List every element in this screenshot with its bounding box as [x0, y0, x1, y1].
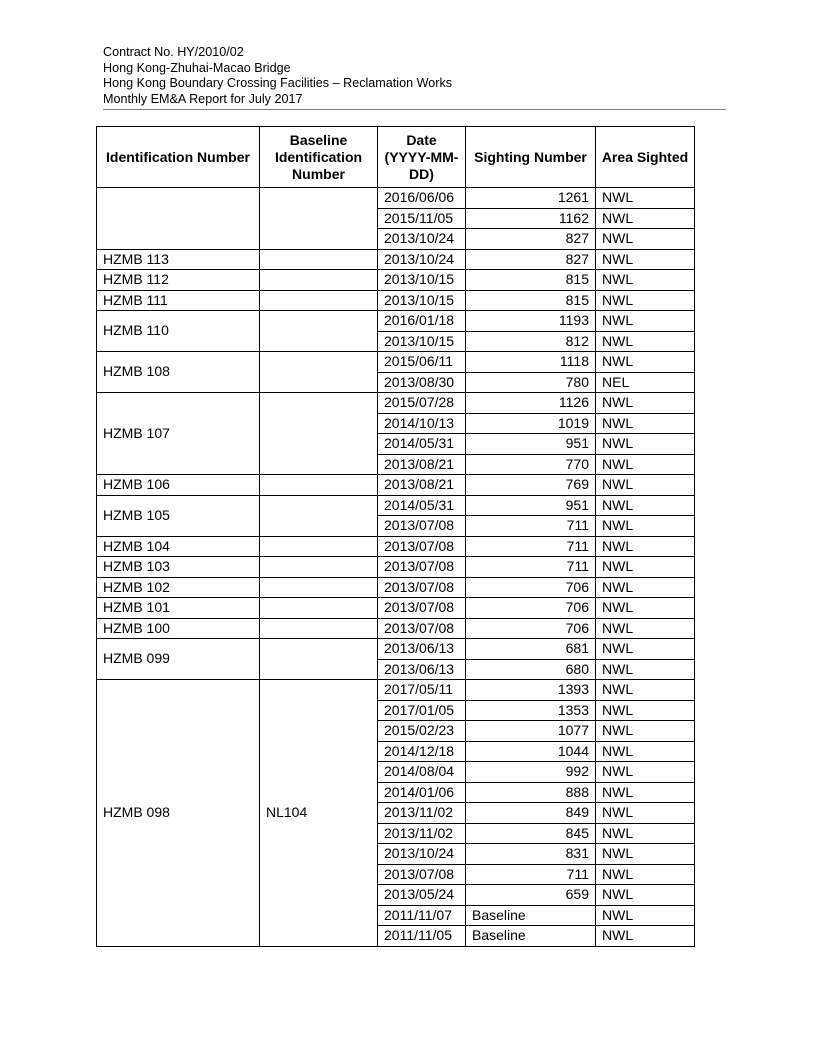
sighting-number-cell: 711	[466, 536, 596, 557]
table-row	[97, 352, 695, 373]
sighting-number-cell: 680	[466, 659, 596, 680]
baseline-id-cell	[260, 495, 378, 536]
sighting-number-cell: 827	[466, 229, 596, 250]
date-cell: 2013/08/30	[378, 372, 466, 393]
date-cell: 2013/10/24	[378, 249, 466, 270]
col-header-baseline: Baseline Identification Number	[260, 127, 378, 188]
area-sighted-cell: NWL	[596, 311, 695, 332]
date-cell: 2014/01/06	[378, 782, 466, 803]
identification-number-cell: HZMB 102	[97, 577, 260, 598]
baseline-id-cell	[260, 270, 378, 291]
date-cell: 2013/07/08	[378, 577, 466, 598]
area-sighted-cell: NWL	[596, 557, 695, 578]
contract-number: Contract No. HY/2010/02	[103, 45, 244, 59]
sighting-number-cell: 812	[466, 331, 596, 352]
date-cell: 2011/11/07	[378, 905, 466, 926]
date-cell: 2013/06/13	[378, 659, 466, 680]
project-name: Hong Kong-Zhuhai-Macao Bridge	[103, 60, 291, 75]
date-cell: 2015/07/28	[378, 393, 466, 414]
identification-number-cell: HZMB 111	[97, 290, 260, 311]
table-row	[97, 475, 695, 496]
date-cell: 2017/01/05	[378, 700, 466, 721]
sighting-number-cell: 849	[466, 803, 596, 824]
area-sighted-cell: NWL	[596, 905, 695, 926]
sighting-number-cell: 1193	[466, 311, 596, 332]
sighting-number-cell: 706	[466, 577, 596, 598]
sighting-number-cell: 780	[466, 372, 596, 393]
table-row	[97, 680, 695, 701]
area-sighted-cell: NWL	[596, 864, 695, 885]
area-sighted-cell: NWL	[596, 618, 695, 639]
baseline-id-cell	[260, 598, 378, 619]
date-cell: 2013/05/24	[378, 885, 466, 906]
identification-number-cell	[97, 188, 260, 250]
sighting-number-cell: Baseline	[466, 926, 596, 947]
table-row	[97, 188, 695, 209]
table-header-row	[97, 127, 695, 188]
sighting-number-cell: 845	[466, 823, 596, 844]
baseline-id-cell	[260, 536, 378, 557]
sighting-number-cell: 1162	[466, 208, 596, 229]
identification-number-cell: HZMB 104	[97, 536, 260, 557]
date-cell: 2013/08/21	[378, 475, 466, 496]
area-sighted-cell: NWL	[596, 926, 695, 947]
area-sighted-cell: NWL	[596, 454, 695, 475]
date-cell: 2014/08/04	[378, 762, 466, 783]
sighting-number-cell: 1261	[466, 188, 596, 209]
identification-number-cell: HZMB 107	[97, 393, 260, 475]
date-cell: 2013/10/24	[378, 844, 466, 865]
date-cell: 2017/05/11	[378, 680, 466, 701]
sighting-number-cell: 827	[466, 249, 596, 270]
date-cell: 2014/05/31	[378, 434, 466, 455]
sighting-number-cell: 888	[466, 782, 596, 803]
works-name: Hong Kong Boundary Crossing Facilities – Reclamation Works	[103, 76, 453, 90]
col-header-id: Identification Number	[97, 127, 260, 188]
identification-number-cell: HZMB 100	[97, 618, 260, 639]
area-sighted-cell: NWL	[596, 495, 695, 516]
sighting-number-cell: 769	[466, 475, 596, 496]
date-cell: 2013/07/08	[378, 598, 466, 619]
baseline-id-cell	[260, 311, 378, 352]
date-cell: 2013/07/08	[378, 618, 466, 639]
table-row	[97, 311, 695, 332]
sighting-number-cell: 770	[466, 454, 596, 475]
area-sighted-cell: NWL	[596, 741, 695, 762]
area-sighted-cell: NWL	[596, 823, 695, 844]
col-header-area: Area Sighted	[596, 127, 695, 188]
area-sighted-cell: NWL	[596, 577, 695, 598]
date-cell: 2013/07/08	[378, 516, 466, 537]
date-cell: 2013/10/24	[378, 229, 466, 250]
date-cell: 2016/06/06	[378, 188, 466, 209]
area-sighted-cell: NWL	[596, 434, 695, 455]
date-cell: 2013/10/15	[378, 331, 466, 352]
table-row	[97, 290, 695, 311]
area-sighted-cell: NWL	[596, 700, 695, 721]
area-sighted-cell: NWL	[596, 393, 695, 414]
date-cell: 2015/06/11	[378, 352, 466, 373]
table-body	[97, 188, 695, 947]
table-row	[97, 598, 695, 619]
date-cell: 2013/07/08	[378, 557, 466, 578]
baseline-id-cell	[260, 475, 378, 496]
sighting-number-cell: 706	[466, 598, 596, 619]
baseline-id-cell	[260, 393, 378, 475]
identification-number-cell: HZMB 113	[97, 249, 260, 270]
date-cell: 2013/11/02	[378, 803, 466, 824]
identification-number-cell: HZMB 101	[97, 598, 260, 619]
identification-number-cell: HZMB 110	[97, 311, 260, 352]
area-sighted-cell: NEL	[596, 372, 695, 393]
baseline-id-cell	[260, 290, 378, 311]
baseline-id-cell	[260, 188, 378, 250]
sightings-table	[96, 126, 695, 947]
table-row	[97, 495, 695, 516]
sighting-number-cell: 681	[466, 639, 596, 660]
area-sighted-cell: NWL	[596, 885, 695, 906]
identification-number-cell: HZMB 106	[97, 475, 260, 496]
date-cell: 2014/12/18	[378, 741, 466, 762]
date-cell: 2013/07/08	[378, 864, 466, 885]
date-cell: 2015/11/05	[378, 208, 466, 229]
area-sighted-cell: NWL	[596, 290, 695, 311]
table-row	[97, 577, 695, 598]
sighting-number-cell: 1353	[466, 700, 596, 721]
table-row	[97, 393, 695, 414]
date-cell: 2014/05/31	[378, 495, 466, 516]
area-sighted-cell: NWL	[596, 188, 695, 209]
area-sighted-cell: NWL	[596, 516, 695, 537]
sighting-number-cell: 951	[466, 434, 596, 455]
area-sighted-cell: NWL	[596, 659, 695, 680]
area-sighted-cell: NWL	[596, 413, 695, 434]
sighting-number-cell: 815	[466, 270, 596, 291]
area-sighted-cell: NWL	[596, 803, 695, 824]
date-cell: 2014/10/13	[378, 413, 466, 434]
table-row	[97, 536, 695, 557]
sighting-number-cell: 1126	[466, 393, 596, 414]
baseline-id-cell	[260, 577, 378, 598]
area-sighted-cell: NWL	[596, 844, 695, 865]
area-sighted-cell: NWL	[596, 639, 695, 660]
date-cell: 2013/07/08	[378, 536, 466, 557]
table-row	[97, 249, 695, 270]
col-header-date: Date (YYYY-MM-DD)	[378, 127, 466, 188]
sighting-number-cell: 831	[466, 844, 596, 865]
sighting-number-cell: 711	[466, 864, 596, 885]
sighting-number-cell: 1019	[466, 413, 596, 434]
area-sighted-cell: NWL	[596, 475, 695, 496]
sighting-number-cell: 659	[466, 885, 596, 906]
area-sighted-cell: NWL	[596, 331, 695, 352]
area-sighted-cell: NWL	[596, 270, 695, 291]
identification-number-cell: HZMB 108	[97, 352, 260, 393]
sighting-number-cell: 706	[466, 618, 596, 639]
baseline-id-cell	[260, 618, 378, 639]
report-title: Monthly EM&A Report for July 2017	[103, 91, 303, 106]
baseline-id-cell	[260, 352, 378, 393]
sighting-number-cell: 1393	[466, 680, 596, 701]
sighting-number-cell: 1077	[466, 721, 596, 742]
area-sighted-cell: NWL	[596, 721, 695, 742]
identification-number-cell: HZMB 103	[97, 557, 260, 578]
area-sighted-cell: NWL	[596, 762, 695, 783]
area-sighted-cell: NWL	[596, 536, 695, 557]
baseline-id-cell	[260, 557, 378, 578]
col-header-sighting: Sighting Number	[466, 127, 596, 188]
table-row	[97, 639, 695, 660]
table-row	[97, 270, 695, 291]
baseline-id-cell	[260, 249, 378, 270]
date-cell: 2013/10/15	[378, 270, 466, 291]
report-header	[103, 45, 726, 110]
sighting-number-cell: 992	[466, 762, 596, 783]
sighting-number-cell: Baseline	[466, 905, 596, 926]
area-sighted-cell: NWL	[596, 598, 695, 619]
date-cell: 2013/10/15	[378, 290, 466, 311]
identification-number-cell: HZMB 105	[97, 495, 260, 536]
date-cell: 2011/11/05	[378, 926, 466, 947]
date-cell: 2015/02/23	[378, 721, 466, 742]
identification-number-cell: HZMB 098	[97, 680, 260, 947]
baseline-id-cell: NL104	[260, 680, 378, 947]
identification-number-cell: HZMB 099	[97, 639, 260, 680]
sighting-number-cell: 815	[466, 290, 596, 311]
area-sighted-cell: NWL	[596, 680, 695, 701]
area-sighted-cell: NWL	[596, 249, 695, 270]
area-sighted-cell: NWL	[596, 208, 695, 229]
area-sighted-cell: NWL	[596, 229, 695, 250]
sighting-number-cell: 951	[466, 495, 596, 516]
date-cell: 2013/08/21	[378, 454, 466, 475]
sighting-number-cell: 1118	[466, 352, 596, 373]
sighting-number-cell: 1044	[466, 741, 596, 762]
date-cell: 2016/01/18	[378, 311, 466, 332]
table-row	[97, 618, 695, 639]
date-cell: 2013/11/02	[378, 823, 466, 844]
area-sighted-cell: NWL	[596, 352, 695, 373]
sighting-number-cell: 711	[466, 516, 596, 537]
sighting-number-cell: 711	[466, 557, 596, 578]
table-row	[97, 557, 695, 578]
baseline-id-cell	[260, 639, 378, 680]
identification-number-cell: HZMB 112	[97, 270, 260, 291]
date-cell: 2013/06/13	[378, 639, 466, 660]
area-sighted-cell: NWL	[596, 782, 695, 803]
